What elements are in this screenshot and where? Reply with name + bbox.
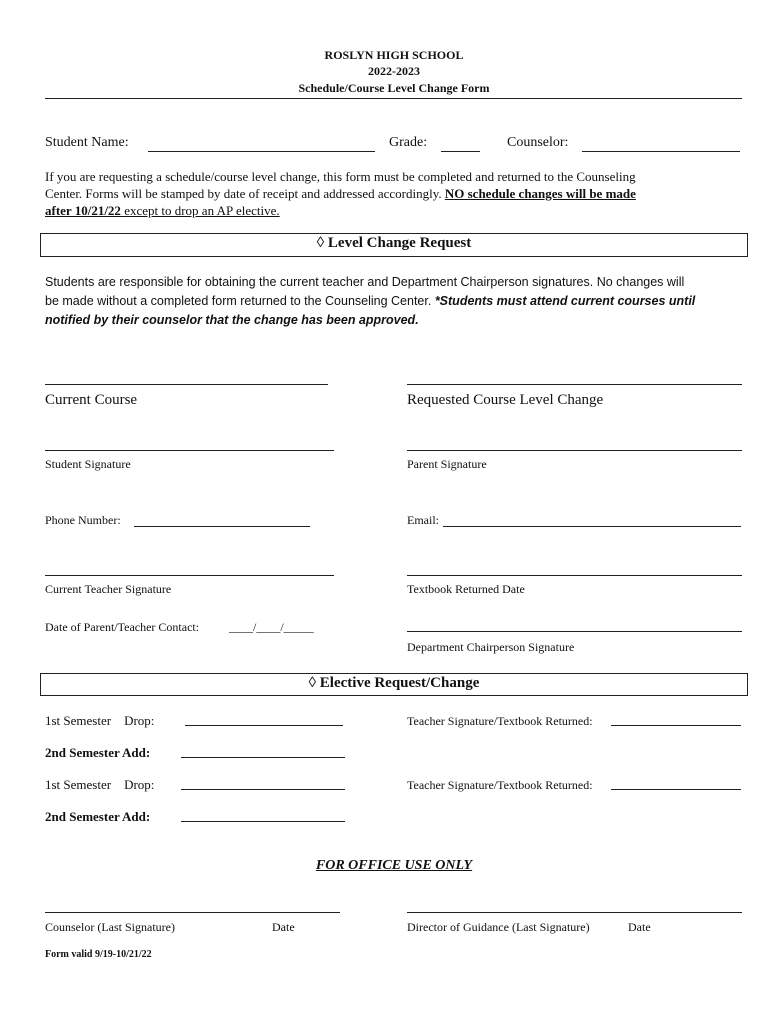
contact-date-field[interactable]: ____/____/_____ — [229, 620, 314, 634]
email-field[interactable] — [443, 526, 741, 527]
intro-deadline-date: after 10/21/22 — [45, 203, 121, 218]
director-signature-field[interactable] — [407, 912, 742, 913]
textbook-returned-label: Textbook Returned Date — [407, 582, 525, 596]
contact-date-label: Date of Parent/Teacher Contact: — [45, 620, 200, 634]
elective-row-1-label: 1st Semester Drop: — [45, 713, 155, 728]
header-divider — [45, 98, 742, 99]
parent-signature-label: Parent Signature — [407, 457, 487, 471]
email-label: Email: — [407, 513, 439, 527]
phone-label: Phone Number: — [45, 513, 121, 527]
grade-label: Grade: — [389, 135, 428, 150]
office-use-title: FOR OFFICE USE ONLY — [315, 858, 473, 873]
level-change-desc-2-text: be made without a completed form returned to the Counseling Center. — [45, 294, 435, 308]
elective-title: ◊ Elective Request/Change — [308, 675, 480, 691]
school-year: 2022-2023 — [368, 64, 420, 78]
form-title: Schedule/Course Level Change Form — [298, 81, 490, 95]
intro-line-2 — [45, 186, 636, 202]
elective-row-4-label: 2nd Semester Add: — [45, 809, 151, 824]
current-course-field[interactable] — [45, 384, 328, 385]
elective-row-3-field[interactable] — [181, 789, 345, 790]
intro-line-1: If you are requesting a schedule/course level change, this form must be completed and returned to the Counseling — [45, 169, 636, 184]
elective-row-3-right-label: Teacher Signature/Textbook Returned: — [407, 778, 593, 792]
intro-exception: except to drop an AP elective. — [120, 203, 280, 218]
level-change-header-box — [40, 233, 748, 257]
elective-header-box — [40, 673, 748, 696]
level-change-attend-notice: *Students must attend current courses until — [434, 294, 696, 308]
school-name: ROSLYN HIGH SCHOOL — [324, 48, 464, 62]
form-validity: Form valid 9/19-10/21/22 — [45, 949, 152, 960]
elective-row-2-label: 2nd Semester Add: — [45, 745, 151, 760]
teacher-signature-label: Current Teacher Signature — [45, 582, 172, 596]
elective-row-3-signature-field[interactable] — [611, 789, 741, 790]
level-change-desc-2 — [45, 294, 695, 308]
counselor-signature-field[interactable] — [45, 912, 340, 913]
requested-course-label: Requested Course Level Change — [407, 392, 604, 408]
director-date-label: Date — [628, 920, 651, 934]
student-signature-field[interactable] — [45, 450, 334, 451]
elective-row-1-right-label: Teacher Signature/Textbook Returned: — [407, 714, 593, 728]
level-change-title: ◊ Level Change Request — [316, 235, 472, 251]
level-change-desc-3: notified by their counselor that the change has been approved. — [45, 313, 419, 327]
counselor-label: Counselor: — [507, 135, 569, 150]
elective-row-3-label: 1st Semester Drop: — [45, 777, 155, 792]
student-signature-label: Student Signature — [45, 457, 131, 471]
level-change-desc-1: Students are responsible for obtaining the current teacher and Department Chairperson signatures. No changes will — [45, 275, 685, 289]
student-name-field[interactable] — [148, 151, 375, 152]
current-course-label: Current Course — [45, 392, 138, 408]
intro-line-2-text: Center. Forms will be stamped by date of receipt and addressed accordingly. — [45, 186, 445, 201]
elective-row-1-signature-field[interactable] — [611, 725, 741, 726]
intro-line-3 — [45, 203, 280, 219]
elective-row-1-field[interactable] — [185, 725, 343, 726]
phone-field[interactable] — [134, 526, 310, 527]
counselor-date-label: Date — [272, 920, 295, 934]
elective-row-4-field[interactable] — [181, 821, 345, 822]
counselor-field[interactable] — [582, 151, 740, 152]
textbook-returned-field[interactable] — [407, 575, 742, 576]
student-name-label: Student Name: — [45, 135, 129, 150]
grade-field[interactable] — [441, 151, 480, 152]
teacher-signature-field[interactable] — [45, 575, 334, 576]
requested-course-field[interactable] — [407, 384, 742, 385]
parent-signature-field[interactable] — [407, 450, 742, 451]
chair-signature-label: Department Chairperson Signature — [407, 640, 575, 654]
intro-deadline-notice: NO schedule changes will be made — [444, 186, 636, 201]
elective-row-2-field[interactable] — [181, 757, 345, 758]
director-signature-label: Director of Guidance (Last Signature) — [407, 920, 590, 934]
chair-signature-field[interactable] — [407, 631, 742, 632]
counselor-signature-label: Counselor (Last Signature) — [45, 920, 175, 934]
